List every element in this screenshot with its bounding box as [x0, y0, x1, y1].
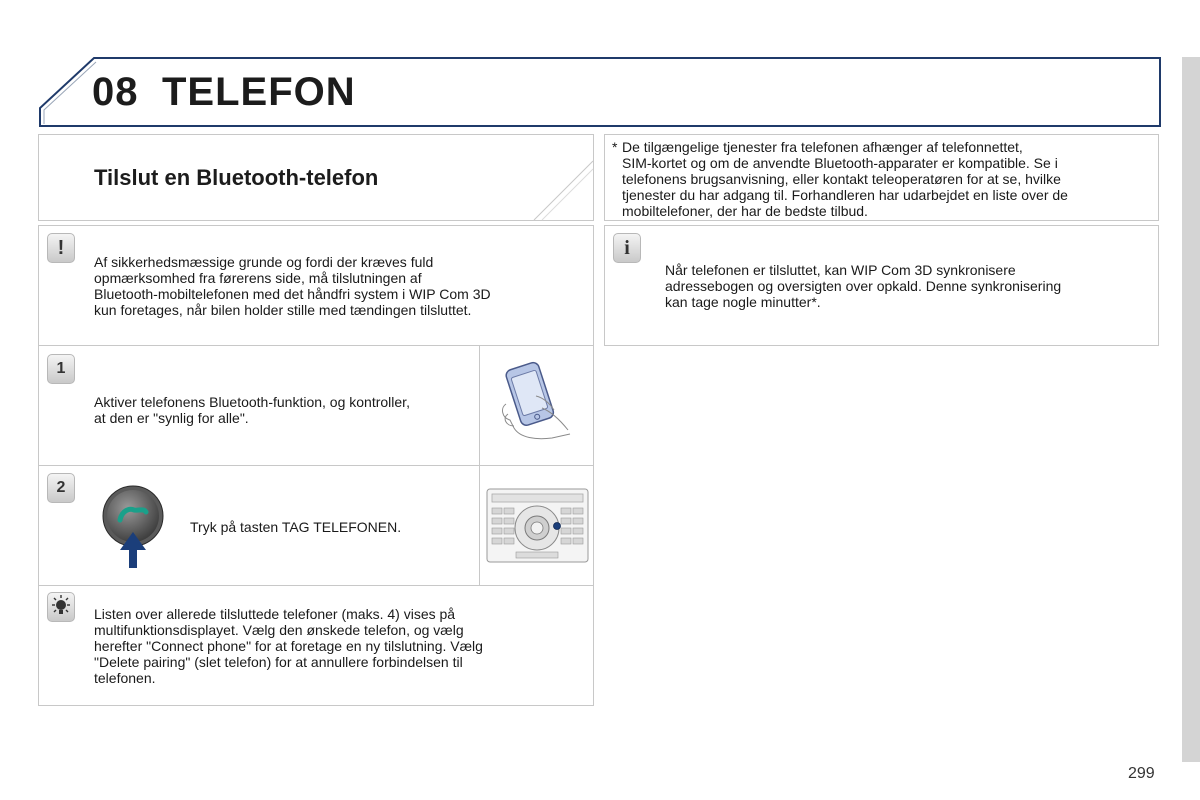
- section-title: Tilslut en Bluetooth-telefon: [94, 165, 379, 190]
- chapter-title: TELEFON: [162, 70, 356, 114]
- phone-button-illustration: [100, 484, 166, 570]
- info-icon: i: [613, 233, 641, 263]
- step-1-number: 1: [47, 354, 75, 384]
- tip-line: herefter "Connect phone" for at foretage en ny tilslutning. Vælg: [94, 638, 483, 654]
- control-panel-illustration: [486, 488, 589, 563]
- warning-icon: !: [47, 233, 75, 263]
- side-tab-bar: [1182, 57, 1200, 762]
- tip-lightbulb-icon: [47, 592, 75, 622]
- phone-in-hand-illustration: [496, 358, 578, 444]
- section-title-corner: [530, 135, 594, 221]
- step-1-line: Aktiver telefonens Bluetooth-funktion, og kontroller,: [94, 394, 410, 410]
- footnote-line: De tilgængelige tjenester fra telefonen afhænger af telefonnettet,: [622, 139, 1023, 155]
- step-1-line: at den er "synlig for alle".: [94, 410, 249, 426]
- info-line: adressebogen og oversigten over opkald. Denne synkronisering: [665, 278, 1062, 294]
- footnote-marker: *: [612, 139, 618, 155]
- warning-line: Bluetooth-mobiltelefonen med det håndfri system i WIP Com 3D: [94, 286, 491, 302]
- warning-line: Af sikkerhedsmæssige grunde og fordi der kræves fuld: [94, 254, 434, 270]
- footnote-line: tjenester du har adgang til. Forhandleren har udarbejdet en liste over de: [622, 187, 1068, 203]
- chapter-number: 08: [92, 70, 139, 114]
- footnote-line: SIM-kortet og om de anvendte Bluetooth-apparater er kompatible. Se i: [622, 155, 1058, 171]
- info-line: Når telefonen er tilsluttet, kan WIP Com 3D synkronisere: [665, 262, 1016, 278]
- warning-text: [94, 254, 584, 318]
- tip-text: [94, 606, 584, 686]
- footnote-text: [622, 139, 1152, 219]
- step-1-text: [94, 394, 474, 426]
- info-text: [665, 262, 1145, 310]
- info-line: kan tage nogle minutter*.: [665, 294, 821, 310]
- tip-line: "Delete pairing" (slet telefon) for at annullere forbindelsen til: [94, 654, 463, 670]
- step-2-text: Tryk på tasten TAG TELEFONEN.: [190, 519, 402, 535]
- tip-line: Listen over allerede tilsluttede telefoner (maks. 4) vises på: [94, 606, 456, 622]
- step-2-number: 2: [47, 473, 75, 503]
- footnote-line: telefonens brugsanvisning, eller kontakt teleoperatøren for at se, hvilke: [622, 171, 1061, 187]
- tip-line: multifunktionsdisplayet. Vælg den ønskede telefon, og vælg: [94, 622, 464, 638]
- warning-line: opmærksomhed fra førerens side, må tilslutningen af: [94, 270, 422, 286]
- warning-line: kun foretages, når bilen holder stille med tændingen tilsluttet.: [94, 302, 472, 318]
- tip-line: telefonen.: [94, 670, 156, 686]
- page-number: 299: [1128, 765, 1155, 782]
- footnote-line: mobiltelefoner, der har de bedste tilbud.: [622, 203, 868, 219]
